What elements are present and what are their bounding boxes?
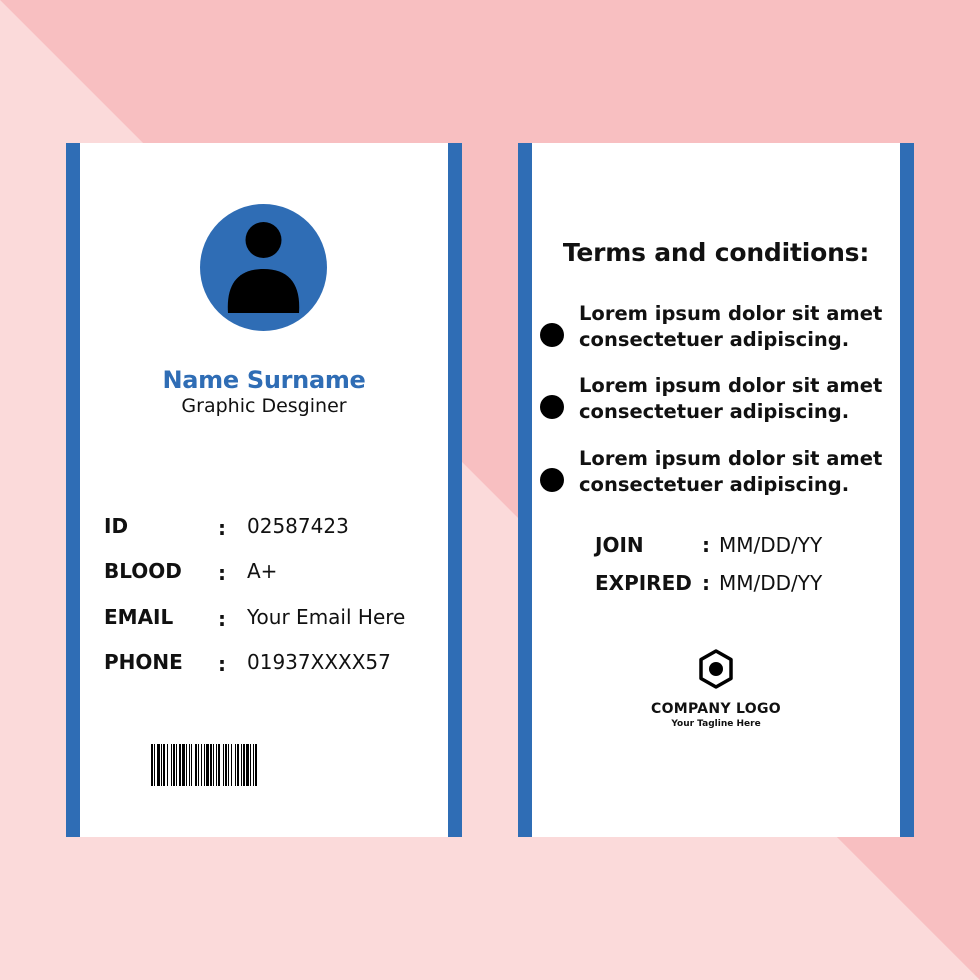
term-line: Lorem ipsum dolor sit amet [579, 302, 883, 325]
info-value: A+ [247, 559, 278, 583]
id-card-back [518, 143, 914, 837]
term-item [518, 373, 914, 433]
date-colon: : [702, 533, 710, 557]
accent-stripe-right [448, 143, 462, 837]
term-text [579, 301, 882, 353]
term-text [579, 373, 882, 425]
term-line: Lorem ipsum dolor sit amet [579, 374, 883, 397]
info-value: 02587423 [247, 514, 349, 538]
term-line: Lorem ipsum dolor sit amet [579, 447, 883, 470]
company-logo-text: COMPANY LOGO [651, 701, 781, 717]
info-label: BLOOD [104, 559, 182, 583]
info-colon: : [218, 652, 226, 676]
barcode [151, 744, 379, 786]
info-colon: : [218, 561, 226, 585]
date-label: JOIN [595, 533, 644, 557]
info-label: ID [104, 514, 129, 538]
term-line: consectetuer adipiscing. [579, 328, 850, 351]
date-row-join [518, 533, 914, 561]
info-value: 01937XXXX57 [247, 650, 391, 674]
term-text [579, 446, 882, 498]
info-label: EMAIL [104, 605, 174, 629]
bullet-icon [540, 395, 564, 419]
term-line: consectetuer adipiscing. [579, 400, 850, 423]
info-row-email [66, 605, 462, 635]
term-item [518, 446, 914, 506]
date-row-expired [518, 571, 914, 599]
info-label: PHONE [104, 650, 183, 674]
term-line: consectetuer adipiscing. [579, 473, 850, 496]
company-tagline: Your Tagline Here [671, 719, 761, 729]
barcode-icon [151, 744, 379, 786]
info-colon: : [218, 607, 226, 631]
term-item [518, 301, 914, 361]
info-row-id [66, 514, 462, 544]
terms-title: Terms and conditions: [562, 238, 870, 267]
id-card-front [66, 143, 462, 837]
date-colon: : [702, 571, 710, 595]
date-label: EXPIRED [595, 571, 692, 595]
bullet-icon [540, 468, 564, 492]
hexagon-logo-icon [698, 649, 734, 689]
info-value: Your Email Here [247, 605, 406, 629]
user-silhouette-icon [200, 204, 327, 331]
info-colon: : [218, 516, 226, 540]
bullet-icon [540, 323, 564, 347]
info-row-blood [66, 559, 462, 589]
holder-role: Graphic Desginer [181, 395, 347, 417]
accent-stripe-left [66, 143, 80, 837]
date-value: MM/DD/YY [719, 571, 823, 595]
date-value: MM/DD/YY [719, 533, 823, 557]
holder-name: Name Surname [162, 366, 366, 394]
avatar [200, 204, 327, 331]
info-row-phone [66, 650, 462, 680]
